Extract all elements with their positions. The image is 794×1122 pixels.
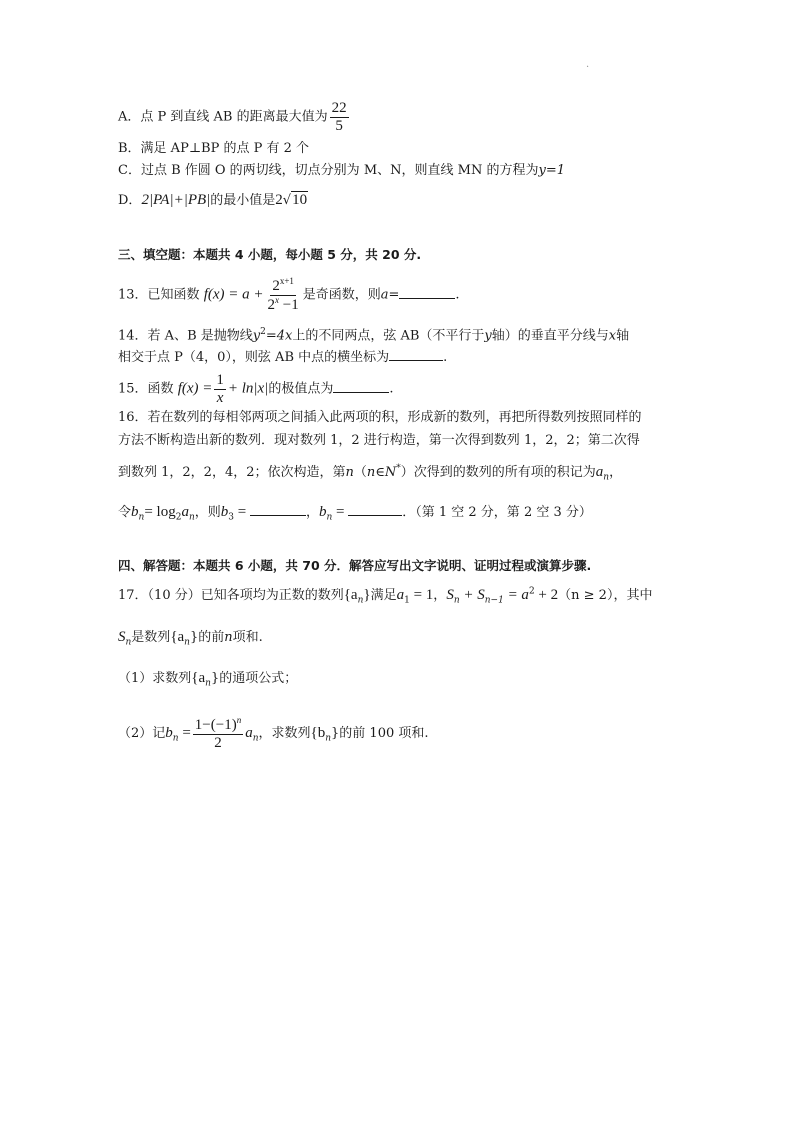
q16-log-base: 2 — [175, 512, 182, 523]
q17-part2-an: a — [245, 725, 253, 741]
q16-bn2-sub: n — [326, 512, 333, 523]
q14-period: . — [443, 350, 448, 365]
q17-part2-numerator: $1-(-1)^n$ — [194, 715, 242, 733]
q17-part1-text: （1）求数列 — [118, 671, 192, 686]
q17-text-qian: }的前 — [189, 630, 225, 645]
q15-numerator: 1 — [216, 372, 224, 388]
q15-function: f(x) = — [177, 380, 213, 397]
q17-comma: ， — [433, 588, 447, 603]
q13-variable: a — [380, 287, 389, 303]
q16-n: n — [345, 465, 354, 480]
option-a-fraction — [330, 100, 349, 134]
q17-a1-sub: 1 — [404, 595, 410, 606]
q14-answer-blank[interactable] — [389, 350, 443, 361]
q17-part2-end: }的前 100 项和. — [331, 726, 429, 741]
question-16-line-4: 令$b_n= \log_2a_n$，则$b_3$ = ，$b_n$ = ．（第 1 空 2 分，第 2 空 3 分） — [118, 504, 592, 523]
question-17-part-1 — [118, 669, 297, 689]
q13-function: f(x) = a + — [203, 286, 264, 303]
section-3-heading: 三、填空题：本题共 4 小题，每小题 5 分，共 20 分. — [118, 247, 422, 262]
q17-part2-eq: = — [178, 725, 191, 741]
q15-text: 15．函数 — [118, 381, 174, 397]
q16-a-n: a — [595, 464, 604, 480]
q17-S-sub2: n−1 — [484, 595, 504, 606]
q17-text-b: 满足 — [370, 588, 397, 603]
q16-log: = log — [144, 504, 176, 520]
q17-seq-sub: n — [357, 595, 364, 606]
q16-answer-blank-2[interactable] — [348, 505, 402, 516]
q14-text-a: 14．若 A、B 是抛物线 — [118, 328, 253, 344]
q17-a1: a — [396, 587, 405, 603]
question-16-line-3 — [118, 463, 622, 483]
question-13 — [118, 277, 460, 313]
option-d-text: 的最小值是 — [210, 193, 276, 208]
q14-text-c: 轴）的垂直平分线与 — [491, 328, 609, 344]
q15-tail: + ln|x| — [227, 380, 269, 397]
q15-period: . — [389, 381, 394, 397]
q17-part2-denominator: 2 — [214, 734, 222, 751]
q14-eq: =4x — [265, 328, 293, 344]
q17-Sn: S — [118, 629, 126, 645]
q17-S-sub: n — [453, 595, 460, 606]
q17-part1-seq: {a — [191, 670, 206, 686]
q13-period: . — [455, 287, 460, 303]
q16-score-note: ．（第 1 空 2 分，第 2 空 3 分） — [402, 505, 592, 520]
q16-an-sub: n — [188, 512, 195, 523]
q16-paren: （ — [353, 465, 367, 480]
q17-Sn-sub: n — [125, 637, 132, 648]
q16-condition: n∈N — [366, 465, 397, 480]
option-a-text: A．点 P 到直线 AB 的距离最大值为 — [118, 109, 328, 125]
q14-exponent: 2 — [260, 327, 266, 337]
q13-text-mid: 是奇函数，则 — [302, 287, 381, 303]
option-d-label: D． — [118, 193, 142, 208]
question-14-line-2 — [118, 350, 447, 366]
q13-fraction — [266, 277, 301, 313]
q14-x-axis: x — [608, 328, 617, 344]
q16-b3: b — [220, 504, 229, 520]
q13-equals: = — [388, 287, 400, 303]
option-c-equation: y=1 — [538, 163, 565, 178]
q17-part2-bn-sub: n — [172, 733, 179, 744]
option-c — [118, 163, 565, 179]
q17-a1-value: = 1 — [409, 587, 434, 603]
q17-seq-2: {a — [170, 629, 185, 645]
option-a — [118, 100, 351, 134]
q17-part2-an-sub: n — [252, 733, 259, 744]
q17-part2-seq: {b — [310, 725, 326, 741]
q17-part2-fraction — [193, 716, 243, 751]
q17-seq-end: } — [363, 587, 371, 603]
q16-bn-sub: n — [138, 512, 145, 523]
q17-part2-text: （2）记 — [118, 726, 166, 741]
q16-text-c: ）次得到的数列的所有项的积记为 — [400, 465, 596, 480]
q17-part1-sub: n — [205, 678, 211, 689]
q17-part2-bn: b — [165, 725, 173, 741]
q15-denominator: x — [216, 389, 224, 406]
q17-S: S — [446, 587, 454, 603]
question-16-line-2: 方法不断构造出新的数列．现对数列 1，2 进行构造，第一次得到数列 1，2，2；第二次得 — [118, 433, 640, 448]
q16-b-n-2: b — [318, 504, 327, 520]
q15-answer-blank[interactable] — [333, 382, 389, 393]
q13-answer-blank[interactable] — [399, 288, 455, 299]
q16-b-n: b — [131, 504, 139, 520]
q16-text-a: 到数列 1，2，2，4，2；依次构造，第 — [118, 465, 346, 480]
q17-text-a: 17．（10 分）已知各项均为正数的数列 — [118, 588, 344, 603]
option-d-coefficient: 2 — [275, 192, 283, 208]
q17-text-line2: 是数列 — [131, 630, 171, 645]
q16-subscript: n — [603, 472, 610, 483]
q15-fraction — [214, 372, 226, 406]
q16-comma-2: ， — [305, 505, 319, 520]
option-d-radicand: 10 — [292, 192, 308, 208]
question-17-line-1 — [118, 586, 652, 606]
option-d: D．2|PA|+|PB|的最小值是2√10 — [118, 192, 308, 208]
option-c-text: C．过点 B 作圆 O 的两切线，切点分别为 M、N，则直线 MN 的方程为 — [118, 163, 539, 178]
q17-tail: + 2 — [534, 587, 559, 603]
question-14-line-1 — [118, 327, 629, 344]
fraction-denominator: 5 — [335, 117, 343, 134]
section-4-heading: 四、解答题：本题共 6 小题，共 70 分．解答应写出文字说明、证明过程或演算步骤. — [118, 558, 592, 573]
q16-comma: ， — [609, 465, 623, 480]
corner-mark: · — [586, 62, 590, 73]
q13-text: 13．已知函数 — [118, 287, 200, 303]
q16-text-ze: ，则 — [194, 505, 221, 520]
q16-answer-blank-1[interactable] — [250, 505, 306, 516]
question-17-part-2 — [118, 716, 429, 751]
q15-text-mid: 的极值点为 — [268, 381, 334, 397]
q17-plus: + S — [459, 587, 485, 603]
question-15 — [118, 372, 393, 406]
q14-text-line2: 相交于点 P（4，0），则弦 AB 中点的横坐标为 — [118, 350, 390, 365]
q17-eq: = a — [503, 587, 529, 603]
q17-seq2-sub: n — [184, 637, 190, 648]
q17-cond: （n ≥ 2），其中 — [558, 588, 653, 603]
q16-text-ling: 令 — [118, 505, 132, 520]
option-b: B．满足 AP⊥BP 的点 P 有 2 个 — [118, 141, 310, 156]
q16-b3-sub: 3 — [228, 512, 234, 523]
q17-part2-tail: ，求数列 — [258, 726, 311, 741]
q17-n: n — [224, 630, 233, 645]
fraction-numerator: 22 — [331, 100, 347, 116]
q17-part1-tail: }的通项公式； — [210, 671, 298, 686]
q13-numerator: $2^{x+1}$ — [272, 276, 294, 294]
q14-var-y: y — [252, 328, 261, 344]
q14-text-d: 轴 — [616, 328, 630, 344]
q17-square: 2 — [528, 586, 535, 597]
q16-star: * — [396, 463, 401, 474]
q16-a-n-2: a — [181, 504, 189, 520]
q14-y-axis: y — [484, 328, 492, 344]
question-16-line-1: 16．若在数列的每相邻两项之间插入此两项的积，形成新的数列，再把所得数列按照同样的 — [118, 410, 642, 425]
q14-text-b: 上的不同两点，弦 AB（不平行于 — [292, 328, 485, 344]
option-d-expression: 2|PA|+|PB| — [141, 192, 211, 208]
q17-part2-seq-sub: n — [325, 733, 332, 744]
q17-seq: {a — [343, 587, 358, 603]
question-17-line-2 — [118, 628, 263, 648]
q13-denominator: $2^x -1$ — [267, 294, 299, 313]
q17-text-end: 项和. — [232, 630, 263, 645]
